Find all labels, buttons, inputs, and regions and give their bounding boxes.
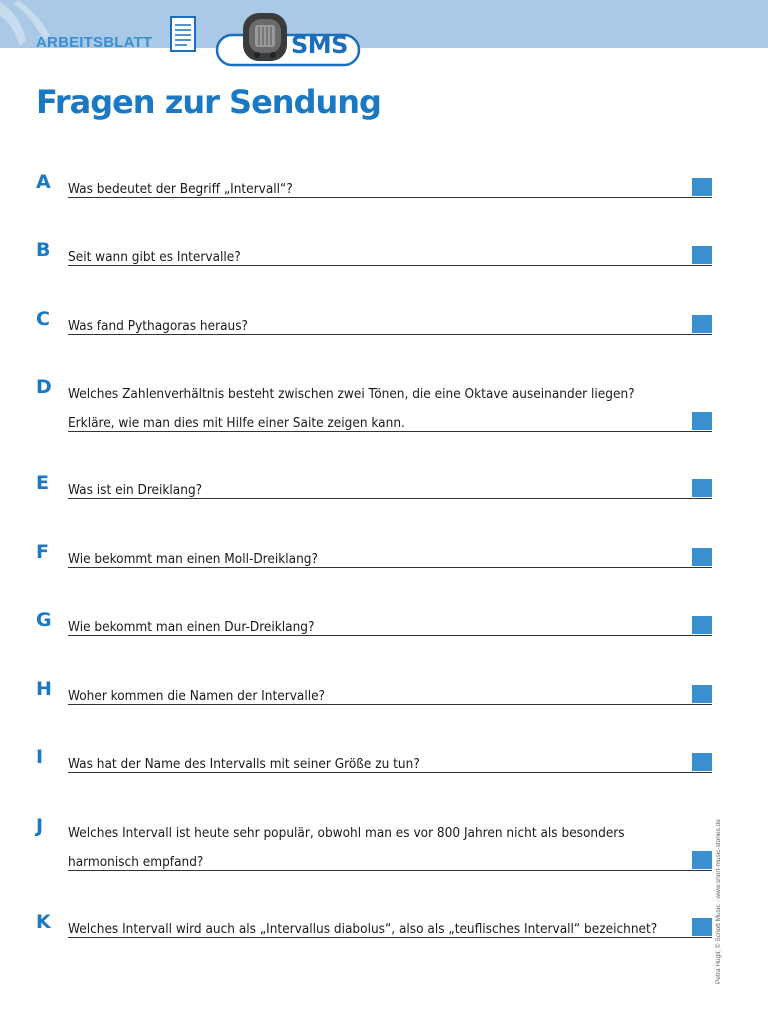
question-letter: G bbox=[36, 609, 52, 631]
question-letter: I bbox=[36, 746, 44, 768]
answer-line[interactable] bbox=[68, 334, 712, 335]
question-text-line: Erkläre, wie man dies mit Hilfe einer Saite zeigen kann. bbox=[68, 415, 405, 431]
question-letter: H bbox=[36, 678, 52, 700]
guitar-pick-decoration-icon bbox=[0, 0, 70, 60]
answer-line[interactable] bbox=[68, 635, 712, 636]
question-text-line: Wie bekommt man einen Dur-Dreiklang? bbox=[68, 619, 315, 635]
question-text bbox=[68, 175, 293, 204]
answer-checkbox[interactable] bbox=[692, 412, 712, 430]
answer-checkbox[interactable] bbox=[692, 178, 712, 196]
answer-checkbox[interactable] bbox=[692, 315, 712, 333]
question-text-line: Was hat der Name des Intervalls mit seiner Größe zu tun? bbox=[68, 756, 420, 772]
question-text-line: Woher kommen die Namen der Intervalle? bbox=[68, 688, 325, 704]
question-text-line: Wie bekommt man einen Moll-Dreiklang? bbox=[68, 551, 318, 567]
answer-line[interactable] bbox=[68, 498, 712, 499]
question-text-line: Was bedeutet der Begriff „Intervall“? bbox=[68, 181, 293, 197]
answer-line[interactable] bbox=[68, 937, 712, 938]
question-letter: K bbox=[36, 911, 51, 933]
answer-line[interactable] bbox=[68, 772, 712, 773]
question-text bbox=[68, 312, 248, 341]
question-text-line: Seit wann gibt es Intervalle? bbox=[68, 249, 241, 265]
answer-line[interactable] bbox=[68, 265, 712, 266]
answer-line[interactable] bbox=[68, 704, 712, 705]
worksheet-label: ARBEITSBLATT bbox=[36, 34, 153, 51]
question-text-line: Was fand Pythagoras heraus? bbox=[68, 318, 249, 334]
question-text bbox=[68, 819, 625, 877]
page-title: Fragen zur Sendung bbox=[36, 83, 381, 121]
answer-line[interactable] bbox=[68, 197, 712, 198]
question-text bbox=[68, 476, 202, 505]
question-text bbox=[68, 682, 325, 711]
question-text-line: Welches Zahlenverhältnis besteht zwischen zwei Tönen, die eine Oktave auseinander liegen? bbox=[68, 386, 635, 402]
answer-checkbox[interactable] bbox=[692, 753, 712, 771]
answer-checkbox[interactable] bbox=[692, 616, 712, 634]
answer-checkbox[interactable] bbox=[692, 851, 712, 869]
question-text bbox=[68, 243, 241, 272]
question-text-line: Welches Intervall wird auch als „Intervallus diabolus“, also als „teuflisches Intervall“ bezeichnet? bbox=[68, 921, 658, 937]
sms-brand-text: SMS bbox=[291, 31, 348, 59]
answer-checkbox[interactable] bbox=[692, 479, 712, 497]
question-text-line: Was ist ein Dreiklang? bbox=[68, 482, 203, 498]
worksheet-document-icon bbox=[169, 15, 199, 55]
answer-checkbox[interactable] bbox=[692, 685, 712, 703]
question-letter: E bbox=[36, 472, 49, 494]
answer-checkbox[interactable] bbox=[692, 246, 712, 264]
question-letter: C bbox=[36, 308, 50, 330]
question-letter: D bbox=[36, 376, 52, 398]
question-text bbox=[68, 380, 635, 438]
answer-checkbox[interactable] bbox=[692, 918, 712, 936]
question-text-line: harmonisch empfand? bbox=[68, 854, 204, 870]
side-credit: Petra Hügli; © Schott Music · www.short-music-stories.de bbox=[715, 819, 722, 984]
answer-line[interactable] bbox=[68, 870, 712, 871]
question-text-line: Welches Intervall ist heute sehr populär, obwohl man es vor 800 Jahren nicht als besonders bbox=[68, 825, 625, 841]
question-text bbox=[68, 545, 318, 574]
answer-line[interactable] bbox=[68, 431, 712, 432]
question-letter: F bbox=[36, 541, 49, 563]
question-text bbox=[68, 915, 657, 944]
answer-line[interactable] bbox=[68, 567, 712, 568]
answer-checkbox[interactable] bbox=[692, 548, 712, 566]
question-letter: J bbox=[36, 815, 44, 837]
question-letter: B bbox=[36, 239, 51, 261]
question-letter: A bbox=[36, 171, 51, 193]
question-text bbox=[68, 750, 420, 779]
question-text bbox=[68, 613, 314, 642]
